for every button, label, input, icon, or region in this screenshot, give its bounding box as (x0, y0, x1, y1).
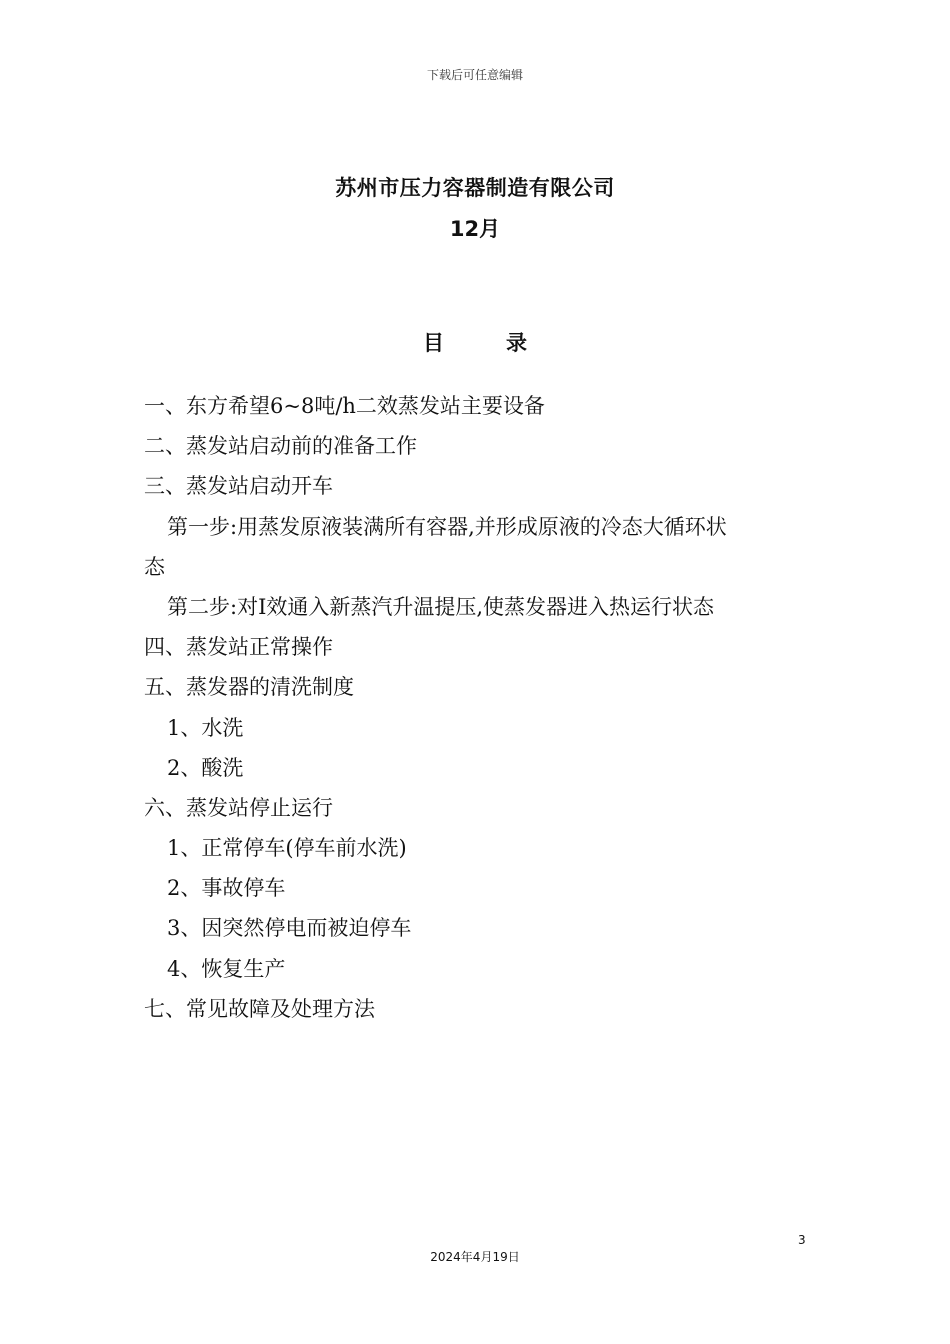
toc-item-4[interactable]: 四、蒸发站正常操作 (144, 635, 333, 660)
toc-subitem-6-1[interactable]: 1、正常停车(停车前水洗) (167, 836, 407, 861)
toc-item-2[interactable]: 二、蒸发站启动前的准备工作 (144, 434, 417, 459)
toc-heading (0, 327, 950, 357)
toc-item-7[interactable]: 七、常见故障及处理方法 (144, 996, 375, 1021)
toc-item-5[interactable]: 五、蒸发器的清洗制度 (144, 675, 354, 700)
page-number: 3 (798, 1233, 806, 1247)
toc-item-3[interactable]: 三、蒸发站启动开车 (144, 474, 333, 499)
toc-subitem-step-1-continued[interactable]: 态 (144, 554, 165, 579)
table-of-contents (144, 386, 814, 1029)
toc-subitem-5-1[interactable]: 1、水洗 (167, 715, 244, 740)
toc-subitem-6-4[interactable]: 4、恢复生产 (167, 956, 286, 981)
company-title: 苏州市压力容器制造有限公司 (335, 176, 615, 200)
document-month: 12月 (449, 217, 501, 241)
toc-subitem-step-2[interactable]: 第二步:对Ⅰ效通入新蒸汽升温提压,使蒸发器进入热运行状态 (167, 594, 715, 619)
toc-subitem-5-2[interactable]: 2、酸洗 (167, 755, 244, 780)
toc-item-1[interactable]: 一、东方希望6~8吨/h二效蒸发站主要设备 (144, 394, 545, 418)
toc-subitem-step-1[interactable]: 第一步:用蒸发原液装满所有容器,并形成原液的冷态大循环状 (167, 514, 727, 539)
toc-subitem-6-2[interactable]: 2、事故停车 (167, 876, 286, 901)
header-note: 下载后可任意编辑 (426, 68, 523, 82)
toc-heading-right: 录 (506, 331, 527, 355)
toc-subitem-6-3[interactable]: 3、因突然停电而被迫停车 (167, 916, 412, 941)
toc-heading-left: 目 (423, 331, 444, 355)
footer-date: 2024年4月19日 (430, 1250, 520, 1264)
toc-item-6[interactable]: 六、蒸发站停止运行 (144, 795, 333, 820)
